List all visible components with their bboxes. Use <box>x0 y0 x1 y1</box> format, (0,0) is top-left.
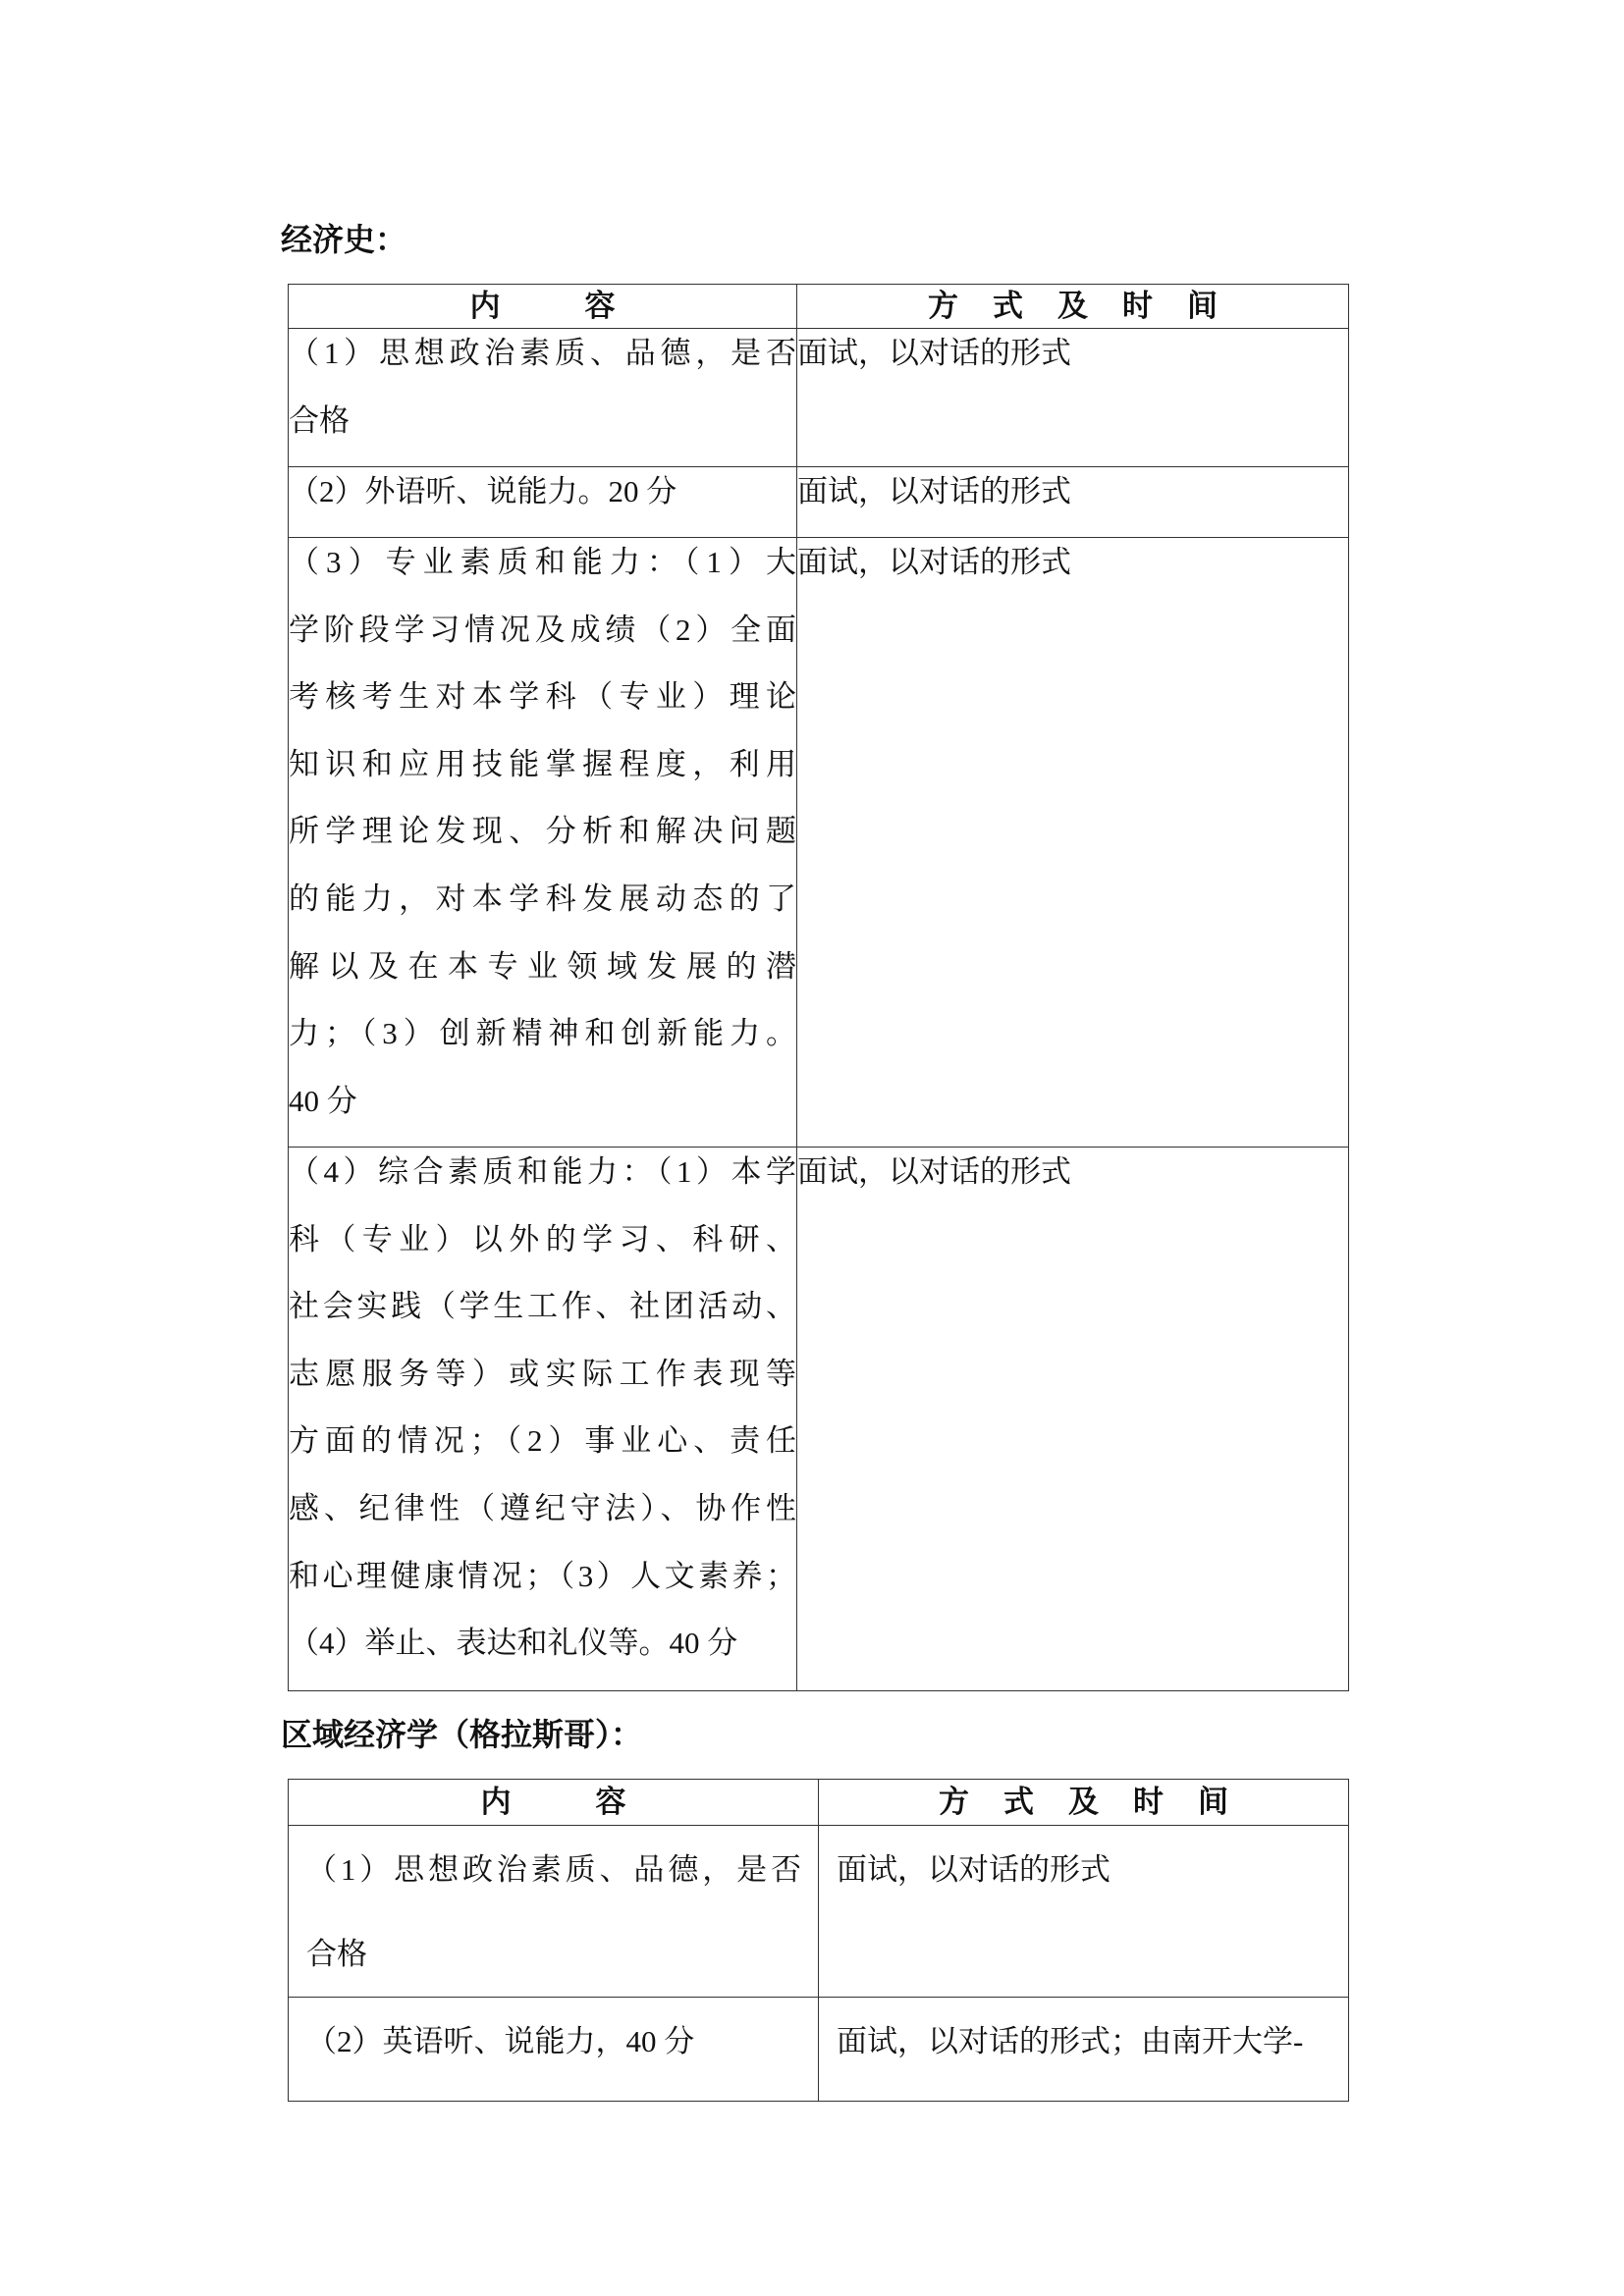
content-line: 志愿服务等）或实际工作表现等 <box>289 1356 796 1391</box>
content-line: 合格 <box>289 402 350 438</box>
content-cell <box>289 467 797 538</box>
method-lines <box>797 458 1348 526</box>
content-line: 社会实践（学生工作、社团活动、 <box>289 1289 796 1324</box>
section-title-economic-history: 经济史： <box>281 222 407 257</box>
economic-history-table <box>288 284 1349 1691</box>
content-line: 的能力，对本学科发展动态的了 <box>289 881 796 916</box>
content-lines <box>306 2000 801 2084</box>
content-line: （1）思想政治素质、品德，是否 <box>306 1852 801 1887</box>
table-row <box>289 538 1349 1148</box>
content-line: 合格 <box>306 1937 367 1971</box>
content-line: 40 分 <box>289 1083 357 1118</box>
content-line: 所学理论发现、分析和解决问题 <box>289 814 796 849</box>
header-content: 内 容 <box>289 1780 819 1826</box>
content-lines <box>306 1828 801 1997</box>
method-cell <box>797 538 1349 1148</box>
method-cell <box>819 1826 1349 1998</box>
content-line: （2）英语听、说能力，40 分 <box>306 2024 695 2058</box>
content-cell <box>289 1998 819 2102</box>
table-row <box>289 467 1349 538</box>
content-line: （3）专业素质和能力：（1）大 <box>289 545 796 579</box>
table-row <box>289 1998 1349 2102</box>
content-line: 科（专业）以外的学习、科研、 <box>289 1221 796 1256</box>
method-text: 面试，以对话的形式 <box>797 336 1071 370</box>
table-row <box>289 1826 1349 1998</box>
method-text: 面试，以对话的形式 <box>837 1852 1110 1887</box>
method-lines <box>837 1828 1331 1912</box>
content-lines <box>289 1139 796 1678</box>
content-line: （4）举止、表达和礼仪等。40 分 <box>289 1626 738 1661</box>
content-lines <box>289 529 796 1135</box>
section-title-regional-economics-glasgow: 区域经济学（格拉斯哥）： <box>281 1717 643 1752</box>
content-line: 感、纪律性（遵纪守法）、协作性 <box>289 1490 796 1525</box>
regional-economics-table <box>288 1779 1349 2102</box>
header-method-time: 方 式 及 时 间 <box>819 1780 1349 1826</box>
table-header-row <box>289 1780 1349 1826</box>
content-line: 考核考生对本学科（专业）理论 <box>289 679 796 715</box>
method-text: 面试，以对话的形式；由南开大学- <box>837 2024 1304 2058</box>
method-cell <box>797 329 1349 467</box>
content-lines <box>289 458 796 526</box>
method-text: 面试，以对话的形式 <box>797 474 1071 508</box>
table-row <box>289 329 1349 467</box>
method-lines <box>797 529 1348 597</box>
method-text: 面试，以对话的形式 <box>797 545 1071 579</box>
content-lines <box>289 320 796 454</box>
method-lines <box>797 1139 1348 1206</box>
method-cell <box>819 1998 1349 2102</box>
method-cell <box>797 467 1349 538</box>
content-cell <box>289 538 797 1148</box>
method-lines <box>837 2000 1331 2084</box>
content-line: 力；（3）创新精神和创新能力。 <box>289 1016 796 1051</box>
content-line: （1）思想政治素质、品德，是否 <box>289 336 796 370</box>
content-cell <box>289 329 797 467</box>
content-line: 解以及在本专业领域发展的潜 <box>289 948 796 984</box>
content-cell <box>289 1826 819 1998</box>
method-text: 面试，以对话的形式 <box>797 1154 1071 1189</box>
content-line: （4）综合素质和能力：（1）本学 <box>289 1154 796 1189</box>
header-method-time: 方 式 及 时 间 <box>797 285 1349 329</box>
content-line: 学阶段学习情况及成绩（2）全面 <box>289 612 796 647</box>
content-line: 方面的情况；（2）事业心、责任 <box>289 1423 796 1459</box>
content-line: 和心理健康情况；（3）人文素养； <box>289 1558 796 1593</box>
method-cell <box>797 1148 1349 1691</box>
content-line: （2）外语听、说能力。20 分 <box>289 474 677 508</box>
method-lines <box>797 320 1348 388</box>
content-line: 知识和应用技能掌握程度，利用 <box>289 746 796 781</box>
content-cell <box>289 1148 797 1691</box>
table-row <box>289 1148 1349 1691</box>
header-content: 内 容 <box>289 285 797 329</box>
